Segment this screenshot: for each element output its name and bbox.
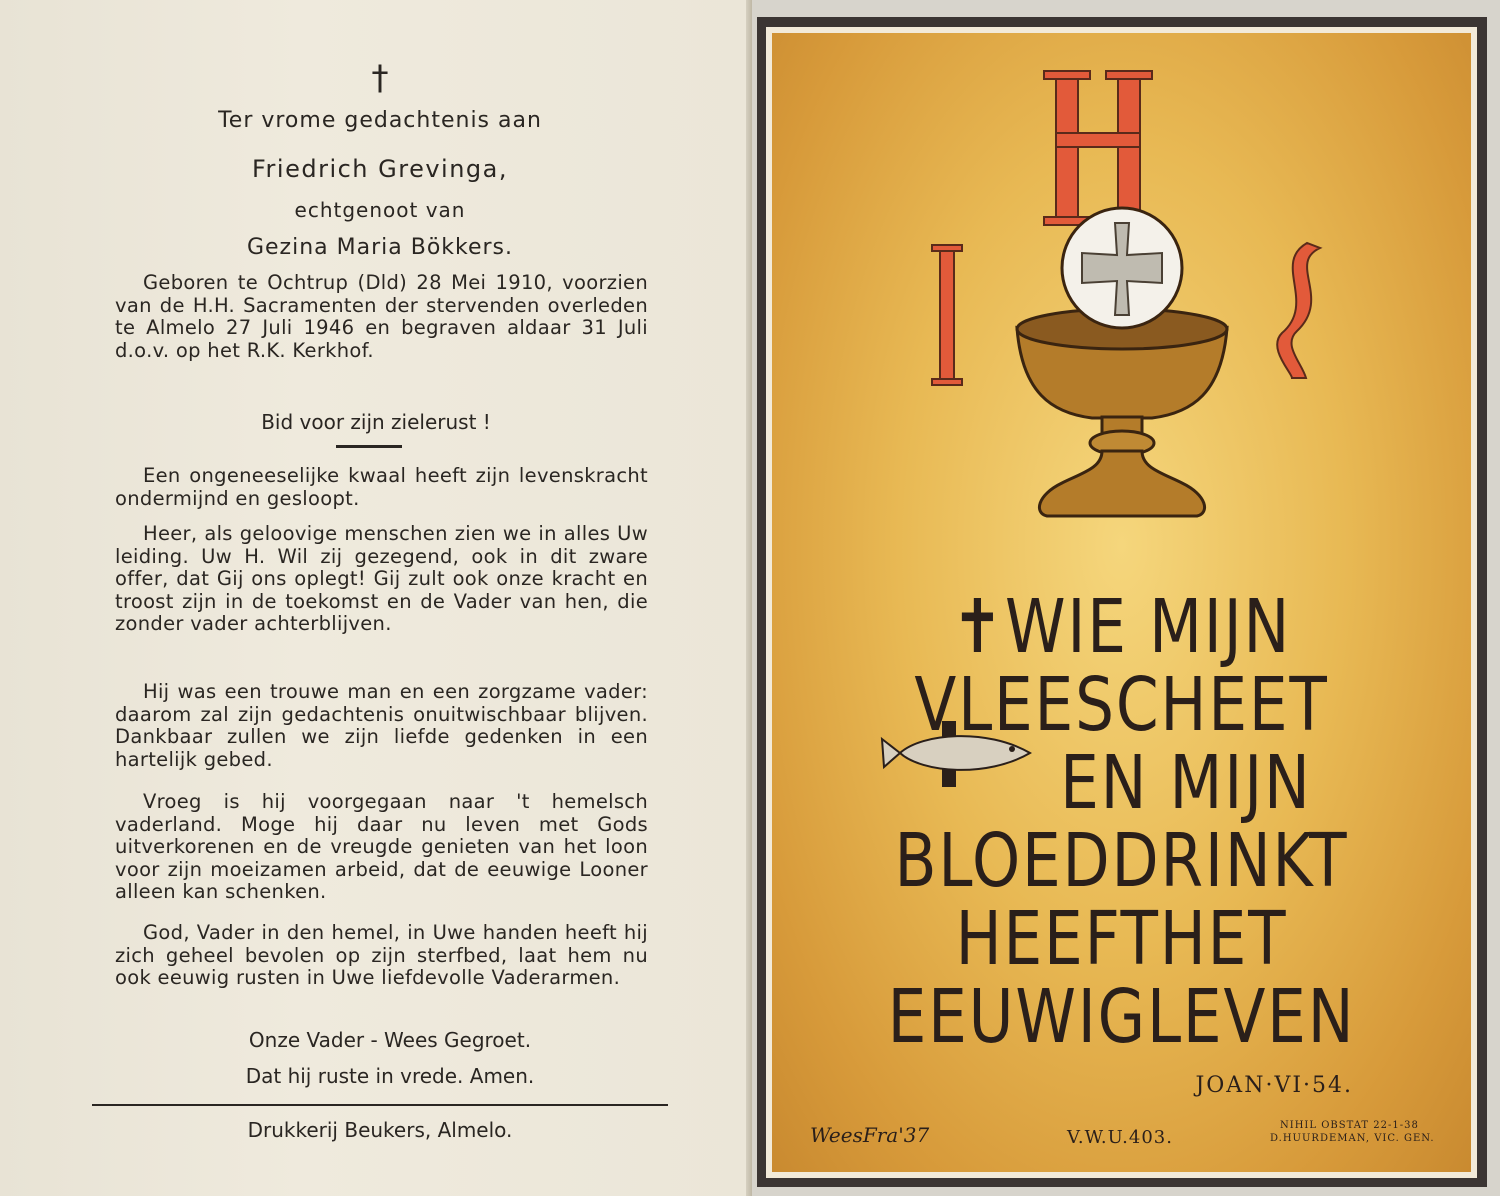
paragraph-1: Een ongeneeselijke kwaal heeft zijn levenskracht ondermijnd en gesloopt. [115,464,648,510]
bible-verse [772,584,1471,1060]
prayer-line-1: Onze Vader - Wees Gegroet. [248,1028,532,1052]
monogram-s [1277,243,1320,378]
paragraph-2: Heer, als geloovige menschen zien we in alles Uw leiding. Uw H. Wil zij gezegend, ook in dit zware offer, dat Gij ons oplegt! Gij zult ook onze kracht en troost zijn in de toekomst en de Vader van hen, die zonder vader achterblijven. [115,522,648,636]
divider [336,445,402,448]
verse-line-4: BLOEDDRINKT [894,818,1349,904]
imprimatur-line-2: D.HUURDEMAN, VIC. GEN. [1270,1133,1435,1144]
artist-signature: WeesFra'37 [810,1123,930,1147]
printer-name: Drukkerij Beukers, Almelo. [247,1118,513,1142]
imprimatur-line-1: NIHIL OBSTAT 22-1-38 [1280,1120,1419,1131]
intro-line: Ter vrome gedachtenis aan [218,108,542,133]
spouse-name: Gezina Maria Bökkers. [246,235,514,260]
verse-line-1: ✝WIE MIJN [951,584,1292,670]
verse-line-3: EN MIJN [1060,740,1312,826]
footer-divider [92,1104,668,1106]
monogram-h [1044,71,1152,225]
paragraph-5: God, Vader in den hemel, in Uwe handen heeft hij zich geheel bevolen op zijn sterfbed, laat hem nu ook eeuwig rusten in Uwe liefdevolle Vaderarmen. [115,921,648,990]
illustration-panel [772,33,1471,1172]
birth-death-paragraph: Geboren te Ochtrup (Dld) 28 Mei 1910, voorzien van de H.H. Sacramenten der stervenden overleden te Almelo 27 Juli 1946 en begraven aldaar 31 Juli d.o.v. op het R.K. Kerkhof. [115,271,648,362]
cross-symbol: † [371,58,389,98]
chalice-foot [1039,451,1204,516]
prayer-request: Bid voor zijn zielerust ! [261,410,491,434]
monogram-i [932,245,962,385]
verse-reference: JOAN·VI·54. [1195,1073,1353,1098]
verse-line-5: HEEFTHET [955,896,1288,982]
verse-line-6: EEUWIGLEVEN [887,974,1356,1060]
deceased-name: Friedrich Grevinga, [251,155,509,183]
prayer-line-2: Dat hij ruste in vrede. Amen. [245,1064,535,1088]
paragraph-4: Vroeg is hij voorgegaan naar 't hemelsch vaderland. Moge hij daar nu leven met Gods uitverkorenen en de vreugde genieten van het loon voor zijn moeizamen arbeid, dat de eeuwige Looner alleen kan schenken. [115,790,648,904]
paragraph-3: Hij was een trouwe man en een zorgzame vader: daarom zal zijn gedachtenis onuitwischbaar blijven. Dankbaar zullen we zijn liefde gedenken in een hartelijk gebed. [115,680,648,771]
verse-line-2: VLEESCHEET [914,662,1329,748]
catalog-code: V.W.U.403. [1067,1127,1173,1148]
spouse-intro: echtgenoot van [294,198,466,222]
